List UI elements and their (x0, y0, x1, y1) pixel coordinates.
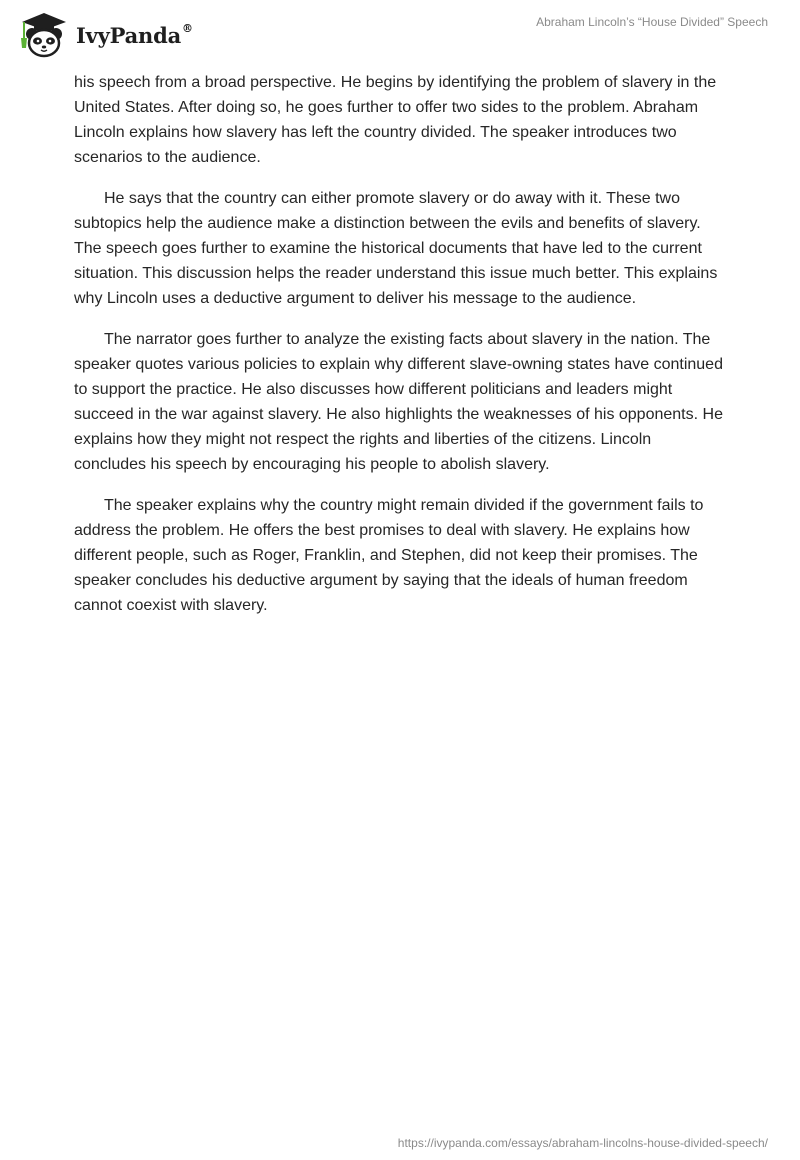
brand-name-text: IvyPanda (76, 22, 182, 48)
source-url-link[interactable]: https://ivypanda.com/essays/abraham-lincolns-house-divided-speech/ (397, 1136, 768, 1150)
paragraph-2: He says that the country can either promote slavery or do away with it. These two subtopics help the audience make a distinction between the evils and benefits of slavery. The speech goes further to examine the historical documents that have led to the current situation. This discussion helps the reader understand this issue much better. This explains why Lincoln uses a deductive argument to deliver his message to the audience. (74, 190, 718, 307)
page-header (0, 0, 800, 70)
brand-logo[interactable] (14, 8, 193, 60)
paragraph-3: The narrator goes further to analyze the existing facts about slavery in the nation. The speaker quotes various policies to explain why different slave-owning states have continued to support the practice. He also discusses how different politicians and leaders might succeed in the war against slavery. He also highlights the weaknesses of his opponents. He explains how they might not respect the rights and liberties of the citizens. Lincoln concludes his speech by encouraging his people to abolish slavery. (74, 331, 723, 473)
registered-mark: ® (182, 21, 193, 35)
panda-graduation-cap-icon (14, 8, 74, 60)
paragraph-4: The speaker explains why the country might remain divided if the government fails to address the problem. He offers the best promises to deal with slavery. He explains how different people, such as Roger, Franklin, and Stephen, did not keep their promises. The speaker concludes his deductive argument by saying that the ideals of human freedom cannot coexist with slavery. (74, 497, 704, 614)
paragraph-1: his speech from a broad perspective. He begins by identifying the problem of slavery in the United States. After doing so, he goes further to offer two sides to the problem. Abraham Lincoln explains how slavery has left the country divided. The speaker introduces two scenarios to the audience. (74, 74, 717, 166)
document-title: Abraham Lincoln’s “House Divided” Speech (536, 15, 768, 29)
brand-name (76, 23, 193, 48)
essay-body (74, 70, 724, 634)
